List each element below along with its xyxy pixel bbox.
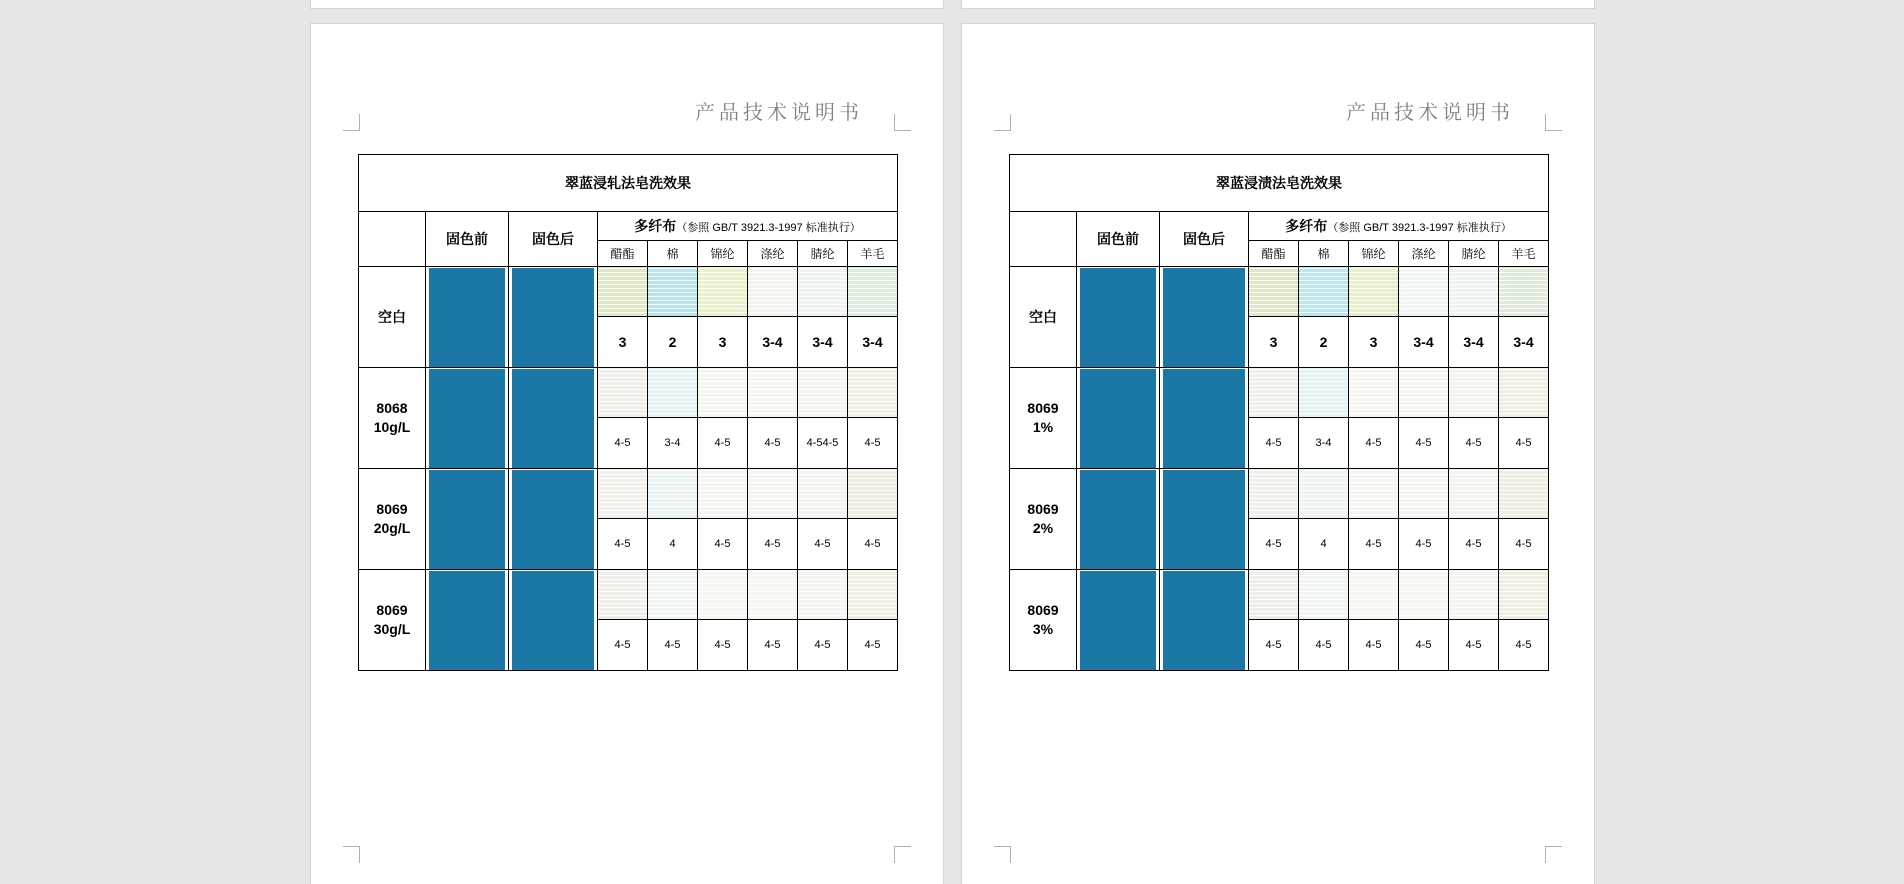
- table-title: 翠蓝浸渍法皂洗效果: [1010, 155, 1549, 212]
- row-label-line: 10g/L: [373, 419, 411, 435]
- stain-swatch-涤纶: [1399, 469, 1448, 518]
- multifabric-stain-cell: [748, 570, 798, 620]
- stain-swatch-腈纶: [1449, 469, 1498, 518]
- multifabric-stain-cell: [748, 469, 798, 519]
- stain-swatch-涤纶: [748, 570, 797, 619]
- multifabric-stain-cell: [1299, 469, 1349, 519]
- multifabric-stain-cell: [798, 469, 848, 519]
- stain-swatch-棉: [1299, 267, 1348, 316]
- row-label-line: 2%: [1032, 520, 1054, 536]
- stain-swatch-棉: [648, 469, 697, 518]
- multifabric-stain-cell: [1249, 570, 1299, 620]
- stain-swatch-羊毛: [848, 368, 897, 417]
- staining-grade-cell: 4-5: [1349, 418, 1399, 469]
- after-fixing-header: 固色后: [1160, 212, 1249, 267]
- stain-swatch-腈纶: [798, 368, 847, 417]
- multifabric-stain-cell: [648, 267, 698, 317]
- stain-swatch-锦纶: [1349, 368, 1398, 417]
- before-fixing-header: 固色前: [1077, 212, 1160, 267]
- staining-grade-cell: 3: [1349, 317, 1399, 368]
- multifabric-stain-cell: [648, 368, 698, 418]
- multifabric-header: [1249, 212, 1549, 241]
- multifabric-stain-cell: [1299, 570, 1349, 620]
- multifabric-stain-cell: [698, 469, 748, 519]
- multifabric-stain-cell: [1349, 469, 1399, 519]
- stain-swatch-腈纶: [798, 267, 847, 316]
- document-page-right: [962, 24, 1594, 884]
- staining-grade-cell: 4-5: [748, 418, 798, 469]
- staining-grade-cell: 4-5: [598, 418, 648, 469]
- dyed-fabric-swatch: [429, 571, 505, 670]
- fabric-sample-after-fixing: [1160, 570, 1249, 671]
- before-fixing-header: 固色前: [426, 212, 509, 267]
- row-label: [1010, 469, 1077, 570]
- staining-grade-cell: 4-5: [1349, 620, 1399, 671]
- staining-grade-cell: 4-5: [1249, 418, 1299, 469]
- fabric-sample-after-fixing: [509, 368, 598, 469]
- previous-page-bottom-right: [962, 0, 1594, 8]
- row-label: [359, 267, 426, 368]
- fabric-sample-after-fixing: [1160, 368, 1249, 469]
- multifabric-stain-cell: [698, 570, 748, 620]
- fabric-sample-after-fixing: [509, 469, 598, 570]
- dyed-fabric-swatch: [429, 470, 505, 569]
- previous-page-bottom-left: [311, 0, 943, 8]
- fabric-sample-before-fixing: [426, 570, 509, 671]
- stain-swatch-棉: [648, 267, 697, 316]
- fabric-sample-before-fixing: [1077, 570, 1160, 671]
- multifabric-stain-cell: [1299, 267, 1349, 317]
- margin-mark-bottom-left: [994, 846, 1011, 863]
- staining-grade-cell: 4-5: [1499, 620, 1549, 671]
- fiber-header-3: 涤纶: [748, 241, 798, 267]
- multifabric-stain-cell: [1499, 469, 1549, 519]
- staining-grade-cell: 4-5: [848, 418, 898, 469]
- multifabric-stain-cell: [648, 570, 698, 620]
- multifabric-stain-cell: [848, 267, 898, 317]
- stain-swatch-涤纶: [748, 368, 797, 417]
- dyed-fabric-swatch: [1163, 369, 1245, 468]
- staining-grade-cell: 2: [1299, 317, 1349, 368]
- soaping-results-table: [358, 154, 898, 671]
- fiber-header-4: 腈纶: [798, 241, 848, 267]
- multifabric-stain-cell: [798, 267, 848, 317]
- staining-grade-cell: 4-5: [1249, 620, 1299, 671]
- stain-swatch-腈纶: [1449, 570, 1498, 619]
- stain-swatch-锦纶: [698, 267, 747, 316]
- multifabric-stain-cell: [1499, 570, 1549, 620]
- dyed-fabric-swatch: [1163, 571, 1245, 670]
- dyed-fabric-swatch: [1163, 470, 1245, 569]
- stain-swatch-羊毛: [1499, 469, 1548, 518]
- row-label-line: 空白: [1029, 308, 1057, 325]
- margin-mark-top-right: [894, 114, 911, 131]
- dyed-fabric-swatch: [512, 369, 594, 468]
- stain-swatch-锦纶: [1349, 570, 1398, 619]
- multifabric-stain-cell: [698, 267, 748, 317]
- multifabric-stain-cell: [1499, 368, 1549, 418]
- stain-swatch-棉: [1299, 368, 1348, 417]
- row-label: [1010, 570, 1077, 671]
- document-page-left: [311, 24, 943, 884]
- stain-swatch-棉: [1299, 469, 1348, 518]
- staining-grade-cell: 4-5: [848, 620, 898, 671]
- soaping-results-table: [1009, 154, 1549, 671]
- stain-swatch-羊毛: [1499, 267, 1548, 316]
- multifabric-stain-cell: [698, 368, 748, 418]
- row-label-line: 8068: [376, 400, 408, 416]
- staining-grade-cell: 3: [698, 317, 748, 368]
- staining-grade-cell: 4-5: [698, 620, 748, 671]
- row-label-line: 8069: [376, 501, 408, 517]
- multifabric-stain-cell: [598, 469, 648, 519]
- staining-grade-cell: 4-5: [698, 519, 748, 570]
- after-fixing-header: 固色后: [509, 212, 598, 267]
- multifabric-stain-cell: [1399, 469, 1449, 519]
- dyed-fabric-swatch: [512, 268, 594, 367]
- multifabric-stain-cell: [1399, 368, 1449, 418]
- multifabric-stain-cell: [648, 469, 698, 519]
- fiber-header-3: 涤纶: [1399, 241, 1449, 267]
- row-label-line: 8069: [1027, 501, 1059, 517]
- staining-grade-cell: 4-5: [798, 519, 848, 570]
- multifabric-stain-cell: [748, 368, 798, 418]
- multifabric-stain-cell: [1449, 570, 1499, 620]
- dyed-fabric-swatch: [1080, 571, 1156, 670]
- staining-grade-cell: 4-5: [1399, 620, 1449, 671]
- row-label: [359, 469, 426, 570]
- stain-swatch-醋酯: [598, 469, 647, 518]
- staining-grade-cell: 4-5: [1499, 519, 1549, 570]
- page-header-title: 产品技术说明书: [1346, 100, 1514, 124]
- margin-mark-bottom-right: [894, 846, 911, 863]
- stain-swatch-醋酯: [1249, 570, 1298, 619]
- stain-swatch-腈纶: [1449, 368, 1498, 417]
- stain-swatch-醋酯: [1249, 368, 1298, 417]
- table-title: 翠蓝浸轧法皂洗效果: [359, 155, 898, 212]
- margin-mark-bottom-right: [1545, 846, 1562, 863]
- margin-mark-top-right: [1545, 114, 1562, 131]
- fiber-header-0: 醋酯: [598, 241, 648, 267]
- multifabric-standard-note: （参照 GB/T 3921.3-1997 标准执行）: [1327, 222, 1512, 234]
- row-label-line: 8069: [1027, 400, 1059, 416]
- row-label-line: 30g/L: [373, 621, 411, 637]
- staining-grade-cell: 3: [1249, 317, 1299, 368]
- staining-grade-cell: 4-5: [848, 519, 898, 570]
- staining-grade-cell: 4-5: [1349, 519, 1399, 570]
- stain-swatch-涤纶: [748, 469, 797, 518]
- row-label: [359, 368, 426, 469]
- stain-swatch-涤纶: [748, 267, 797, 316]
- row-label: [1010, 267, 1077, 368]
- multifabric-stain-cell: [848, 368, 898, 418]
- multifabric-stain-cell: [1249, 368, 1299, 418]
- multifabric-stain-cell: [1399, 267, 1449, 317]
- dyed-fabric-swatch: [1163, 268, 1245, 367]
- row-label: [1010, 368, 1077, 469]
- fiber-header-1: 棉: [648, 241, 698, 267]
- multifabric-stain-cell: [1449, 267, 1499, 317]
- multifabric-stain-cell: [848, 570, 898, 620]
- staining-grade-cell: 3-4: [798, 317, 848, 368]
- staining-grade-cell: 4-5: [1299, 620, 1349, 671]
- staining-grade-cell: 4-5: [648, 620, 698, 671]
- row-label-line: 8069: [1027, 602, 1059, 618]
- stain-swatch-锦纶: [698, 368, 747, 417]
- multifabric-header: [598, 212, 898, 241]
- staining-grade-cell: 4-5: [1399, 519, 1449, 570]
- dyed-fabric-swatch: [1080, 369, 1156, 468]
- stain-swatch-锦纶: [1349, 469, 1398, 518]
- staining-grade-cell: 3-4: [1399, 317, 1449, 368]
- multifabric-stain-cell: [798, 570, 848, 620]
- multifabric-standard-note: （参照 GB/T 3921.3-1997 标准执行）: [676, 222, 861, 234]
- stain-swatch-腈纶: [798, 570, 847, 619]
- staining-grade-cell: 4: [1299, 519, 1349, 570]
- staining-grade-cell: 4-5: [1449, 519, 1499, 570]
- dyed-fabric-swatch: [429, 369, 505, 468]
- fabric-sample-before-fixing: [1077, 267, 1160, 368]
- staining-grade-cell: 3: [598, 317, 648, 368]
- row-label-line: 1%: [1032, 419, 1054, 435]
- staining-grade-cell: 4-5: [598, 620, 648, 671]
- multifabric-stain-cell: [848, 469, 898, 519]
- dyed-fabric-swatch: [512, 571, 594, 670]
- fiber-header-2: 锦纶: [1349, 241, 1399, 267]
- stain-swatch-醋酯: [598, 267, 647, 316]
- corner-cell: [1010, 212, 1077, 267]
- fiber-header-5: 羊毛: [848, 241, 898, 267]
- multifabric-stain-cell: [598, 267, 648, 317]
- stain-swatch-锦纶: [698, 469, 747, 518]
- staining-grade-cell: 4-5: [798, 620, 848, 671]
- fiber-header-2: 锦纶: [698, 241, 748, 267]
- staining-grade-cell: 4-5: [598, 519, 648, 570]
- row-label-line: 3%: [1032, 621, 1054, 637]
- staining-grade-cell: 4-5: [1249, 519, 1299, 570]
- multifabric-stain-cell: [1449, 368, 1499, 418]
- staining-grade-cell: 4-5: [698, 418, 748, 469]
- multifabric-stain-cell: [598, 570, 648, 620]
- staining-grade-cell: 3-4: [1299, 418, 1349, 469]
- multifabric-stain-cell: [1399, 570, 1449, 620]
- stain-swatch-羊毛: [848, 267, 897, 316]
- stain-swatch-锦纶: [698, 570, 747, 619]
- staining-grade-cell: 4-5: [748, 519, 798, 570]
- stain-swatch-涤纶: [1399, 368, 1448, 417]
- staining-grade-cell: 2: [648, 317, 698, 368]
- stain-swatch-腈纶: [1449, 267, 1498, 316]
- multifabric-stain-cell: [598, 368, 648, 418]
- multifabric-stain-cell: [1449, 469, 1499, 519]
- fabric-sample-after-fixing: [1160, 469, 1249, 570]
- staining-grade-cell: 4-5: [1449, 418, 1499, 469]
- multifabric-stain-cell: [1349, 267, 1399, 317]
- fiber-header-5: 羊毛: [1499, 241, 1549, 267]
- stain-swatch-羊毛: [848, 469, 897, 518]
- stain-swatch-羊毛: [1499, 368, 1548, 417]
- multifabric-stain-cell: [1349, 570, 1399, 620]
- multifabric-stain-cell: [1249, 469, 1299, 519]
- stain-swatch-醋酯: [598, 368, 647, 417]
- margin-mark-top-left: [343, 114, 360, 131]
- multifabric-label: 多纤布: [634, 218, 677, 234]
- staining-grade-cell: 3-4: [848, 317, 898, 368]
- fabric-sample-before-fixing: [426, 267, 509, 368]
- multifabric-label: 多纤布: [1285, 218, 1328, 234]
- multifabric-stain-cell: [1499, 267, 1549, 317]
- stain-swatch-醋酯: [1249, 267, 1298, 316]
- stain-swatch-醋酯: [598, 570, 647, 619]
- staining-grade-cell: 3-4: [1499, 317, 1549, 368]
- multifabric-stain-cell: [1299, 368, 1349, 418]
- fabric-sample-after-fixing: [509, 267, 598, 368]
- stain-swatch-涤纶: [1399, 267, 1448, 316]
- stain-swatch-涤纶: [1399, 570, 1448, 619]
- margin-mark-bottom-left: [343, 846, 360, 863]
- staining-grade-cell: 4-54-5: [798, 418, 848, 469]
- row-label-line: 空白: [378, 308, 406, 325]
- fiber-header-4: 腈纶: [1449, 241, 1499, 267]
- dyed-fabric-swatch: [1080, 470, 1156, 569]
- fabric-sample-before-fixing: [1077, 469, 1160, 570]
- fabric-sample-before-fixing: [1077, 368, 1160, 469]
- staining-grade-cell: 4-5: [1499, 418, 1549, 469]
- stain-swatch-棉: [648, 368, 697, 417]
- stain-swatch-羊毛: [1499, 570, 1548, 619]
- stain-swatch-腈纶: [798, 469, 847, 518]
- staining-grade-cell: 4-5: [748, 620, 798, 671]
- stain-swatch-棉: [648, 570, 697, 619]
- fabric-sample-before-fixing: [426, 368, 509, 469]
- stain-swatch-羊毛: [848, 570, 897, 619]
- row-label-line: 8069: [376, 602, 408, 618]
- stain-swatch-棉: [1299, 570, 1348, 619]
- staining-grade-cell: 3-4: [648, 418, 698, 469]
- row-label-line: 20g/L: [373, 520, 411, 536]
- corner-cell: [359, 212, 426, 267]
- staining-grade-cell: 4-5: [1399, 418, 1449, 469]
- dyed-fabric-swatch: [1080, 268, 1156, 367]
- fabric-sample-before-fixing: [426, 469, 509, 570]
- fiber-header-0: 醋酯: [1249, 241, 1299, 267]
- fabric-sample-after-fixing: [1160, 267, 1249, 368]
- row-label: [359, 570, 426, 671]
- stain-swatch-醋酯: [1249, 469, 1298, 518]
- stain-swatch-锦纶: [1349, 267, 1398, 316]
- margin-mark-top-left: [994, 114, 1011, 131]
- page-header-title: 产品技术说明书: [695, 100, 863, 124]
- staining-grade-cell: 3-4: [748, 317, 798, 368]
- fabric-sample-after-fixing: [509, 570, 598, 671]
- multifabric-stain-cell: [798, 368, 848, 418]
- staining-grade-cell: 3-4: [1449, 317, 1499, 368]
- multifabric-stain-cell: [1249, 267, 1299, 317]
- dyed-fabric-swatch: [512, 470, 594, 569]
- multifabric-stain-cell: [748, 267, 798, 317]
- dyed-fabric-swatch: [429, 268, 505, 367]
- staining-grade-cell: 4-5: [1449, 620, 1499, 671]
- fiber-header-1: 棉: [1299, 241, 1349, 267]
- staining-grade-cell: 4: [648, 519, 698, 570]
- multifabric-stain-cell: [1349, 368, 1399, 418]
